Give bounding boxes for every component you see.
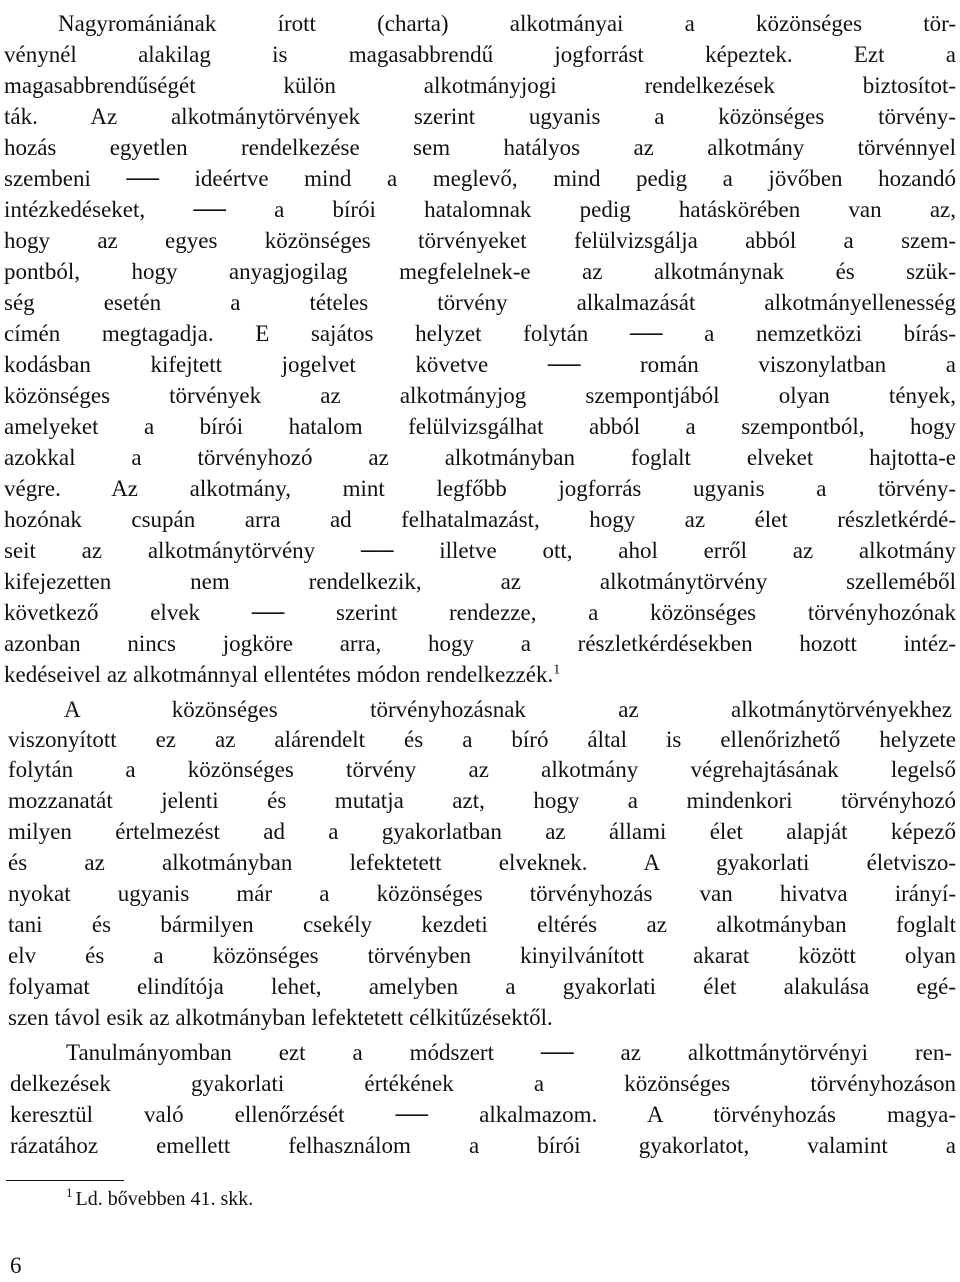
- text-line: azokkal a törvényhozó az alkotmányban foglalt elveket hajtotta-e: [4, 445, 956, 470]
- text-line: pontból, hogy anyagjogilag megfelelnek-e az alkotmánynak és szük-: [4, 259, 956, 284]
- text-line: hozás egyetlen rendelkezése sem hatályos az alkotmány törvénnyel: [4, 135, 956, 160]
- text-line: magasabbrendűségét külön alkotmányjogi rendelkezések biztosítot-: [4, 73, 956, 98]
- text-line: vénynél alakilag is magasabbrendű jogforrást képeztek. Ezt a: [4, 42, 956, 67]
- text-line: folytán a közönséges törvény az alkotmány végrehajtásának legelső: [8, 757, 956, 782]
- text-line: intézkedéseket, ── a bírói hatalomnak pedig hatáskörében van az,: [4, 197, 956, 222]
- text-line: delkezések gyakorlati értékének a közönséges törvényhozáson: [10, 1071, 956, 1096]
- text-line: kodásban kifejtett jogelvet követve ── román viszonylatban a: [4, 352, 956, 377]
- footnote-separator: [6, 1180, 124, 1181]
- text-line: nyokat ugyanis már a közönséges törvényhozás van hivatva irányí-: [8, 881, 956, 906]
- text-line: Nagyromániának írott (charta) alkotmányai a közönséges tör-: [58, 11, 956, 36]
- text-line: szembeni ── ideértve mind a meglevő, mind pedig a jövőben hozandó: [4, 166, 956, 191]
- text-line: hozónak csupán arra ad felhatalmazást, hogy az élet részletkérdé-: [4, 507, 956, 532]
- page-number: 6: [10, 1253, 22, 1278]
- text-line: mozzanatát jelenti és mutatja azt, hogy a mindenkori törvényhozó: [8, 788, 956, 813]
- footnote-text: Ld. bővebben 41. skk.: [75, 1188, 254, 1210]
- text-line: keresztül való ellenőrzését ── alkalmazom. A törvényhozás magya-: [10, 1102, 956, 1127]
- text-line: szen távol esik az alkotmányban lefektetett célkitűzésektől.: [8, 1005, 553, 1030]
- text-line: és az alkotmányban lefektetett elveknek. A gyakorlati életviszo-: [8, 850, 956, 875]
- text-line: címén megtagadja. E sajátos helyzet folytán ── a nemzetközi bírás-: [4, 321, 956, 346]
- text-line: ség esetén a tételes törvény alkalmazását alkotmányellenesség: [4, 290, 956, 315]
- text-line: hogy az egyes közönséges törvényeket felülvizsgálja abból a szem-: [4, 228, 956, 253]
- text-line: kifejezetten nem rendelkezik, az alkotmánytörvény szelleméből: [4, 569, 956, 594]
- text-line: végre. Az alkotmány, mint legfőbb jogforrás ugyanis a törvény-: [4, 476, 956, 501]
- text-line: Tanulmányomban ezt a módszert ── az alkottmánytörvényi ren-: [66, 1040, 952, 1065]
- footnote-number: 1: [66, 1185, 73, 1201]
- text-line: rázatához emellett felhasználom a bírói gyakorlatot, valamint a: [10, 1133, 956, 1158]
- text-line: következő elvek ── szerint rendezze, a közönséges törvényhozónak: [4, 600, 956, 625]
- text-line: amelyeket a bírói hatalom felülvizsgálhat abból a szempontból, hogy: [4, 414, 956, 439]
- footnote-reference: 1: [553, 662, 561, 678]
- text-line: tani és bármilyen csekély kezdeti eltérés az alkotmányban foglalt: [8, 912, 956, 937]
- text-line: A közönséges törvényhozásnak az alkotmánytörvényekhez: [64, 697, 952, 722]
- text-line: elv és a közönséges törvényben kinyilvánított akarat között olyan: [8, 943, 956, 968]
- text-line: folyamat elindítója lehet, amelyben a gyakorlati élet alakulása egé-: [8, 974, 956, 999]
- text-line: ták. Az alkotmánytörvények szerint ugyanis a közönséges törvény-: [4, 104, 956, 129]
- text-line: közönséges törvények az alkotmányjog szempontjából olyan tények,: [4, 383, 956, 408]
- text-line: seit az alkotmánytörvény ── illetve ott, ahol erről az alkotmány: [4, 538, 956, 563]
- text-line: milyen értelmezést ad a gyakorlatban az állami élet alapját képező: [8, 819, 956, 844]
- footnote: [66, 1185, 253, 1213]
- text-line: azonban nincs jogköre arra, hogy a részletkérdésekben hozott intéz-: [4, 631, 956, 656]
- text-line: kedéseivel az alkotmánnyal ellentétes módon rendelkezzék.$^1$: [4, 662, 561, 687]
- text-line: viszonyított ez az alárendelt és a bíró által is ellenőrizhető helyzete: [8, 727, 956, 752]
